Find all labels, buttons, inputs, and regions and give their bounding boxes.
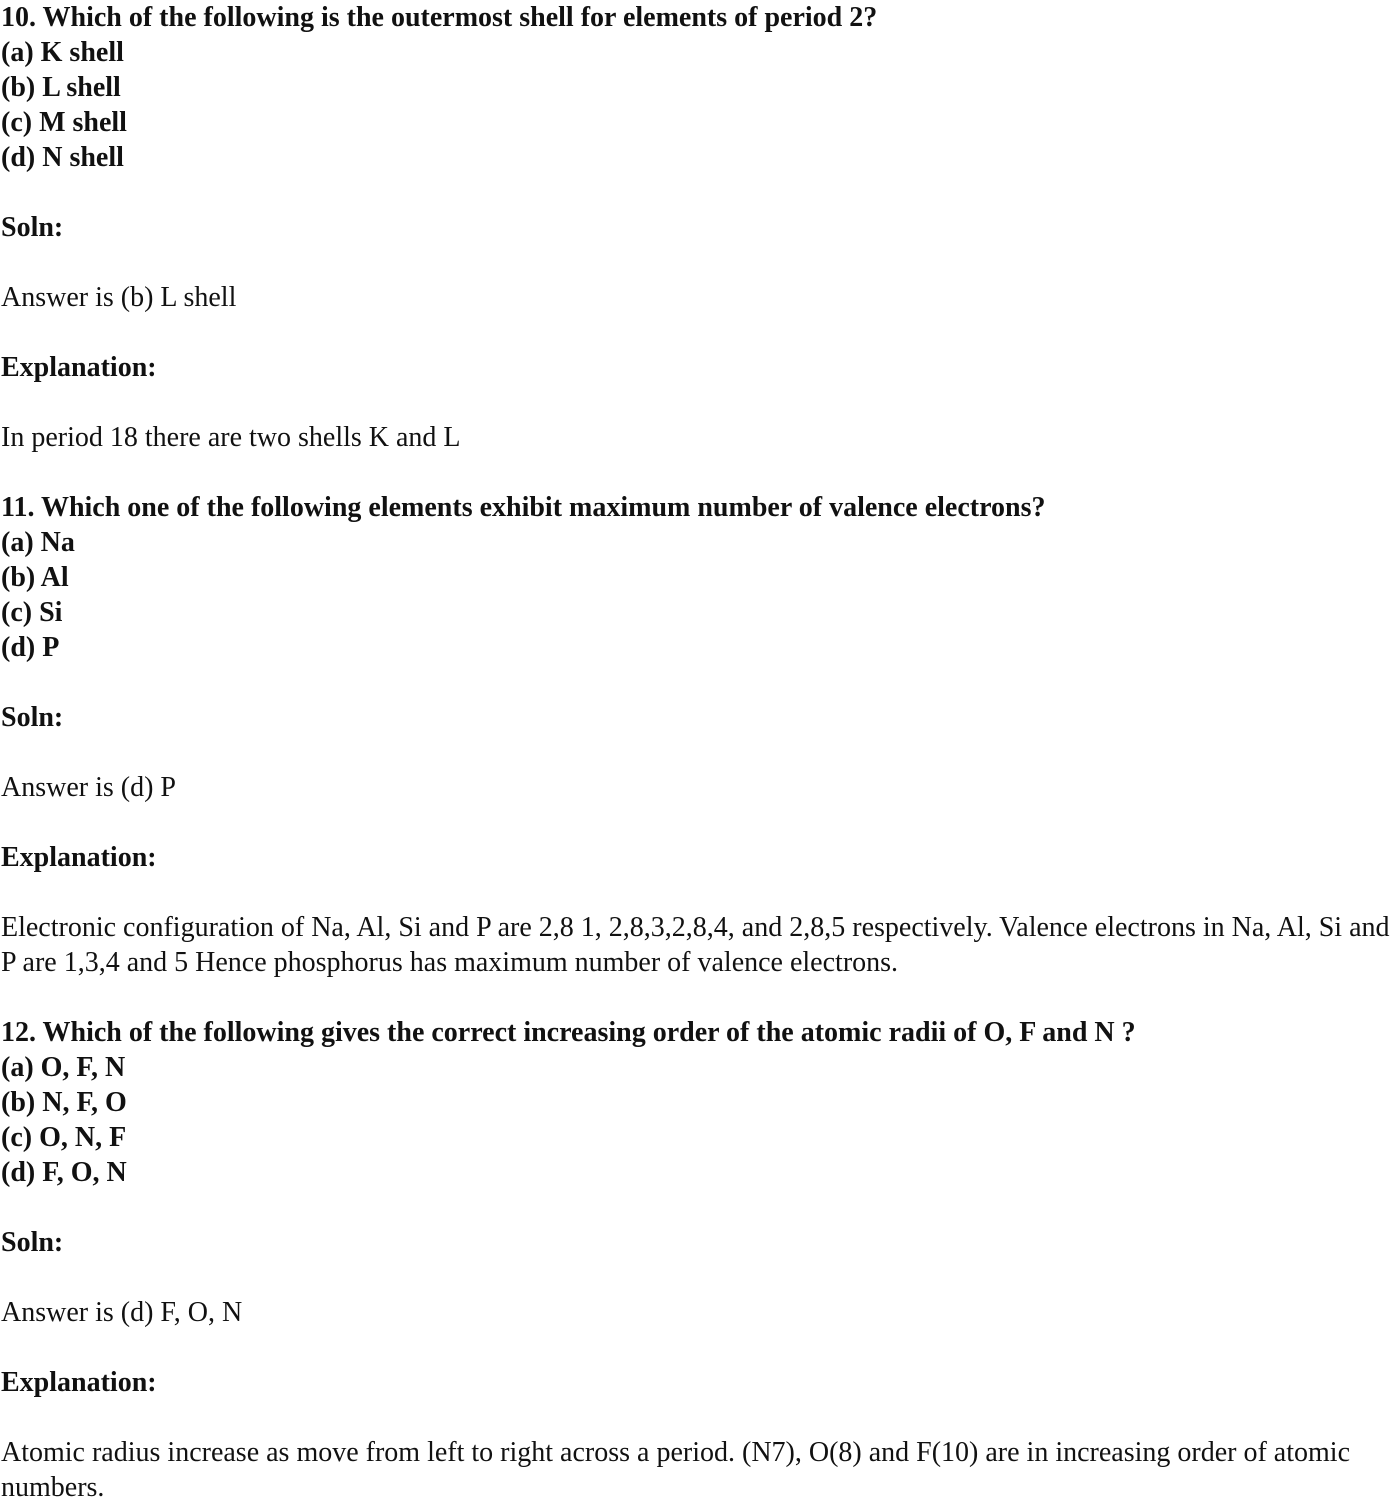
option-c: (c) Si [1,597,63,628]
option-a: (a) K shell [1,37,124,68]
answer-text: Answer is (b) L shell [1,282,237,313]
question-10 [1,0,1393,490]
explanation-text: Electronic configuration of Na, Al, Si and P are 2,8 1, 2,8,3,2,8,4, and 2,8,5 respectively. Valence electrons in Na, Al, Si and P are 1,3,4 and 5 Hence phosphorus has maximum number of valence electrons. [1,912,1390,978]
soln-label: Soln: [1,1227,64,1258]
spacer [1,980,1393,1015]
spacer [1,875,1393,910]
option-b: (b) Al [1,562,69,593]
soln-label: Soln: [1,212,64,243]
options-list [1,1050,1393,1190]
spacer [1,455,1393,490]
explanation-label: Explanation: [1,842,157,873]
spacer [1,665,1393,700]
spacer [1,315,1393,350]
question-title: 10. Which of the following is the outermost shell for elements of period 2? [1,2,878,33]
option-c: (c) O, N, F [1,1122,127,1153]
options-list [1,525,1393,665]
soln-label: Soln: [1,702,64,733]
question-title: 12. Which of the following gives the correct increasing order of the atomic radii of O, F and N ? [1,1017,1136,1048]
spacer [1,385,1393,420]
option-a: (a) Na [1,527,75,558]
answer-text: Answer is (d) P [1,772,176,803]
explanation-label: Explanation: [1,1367,157,1398]
spacer [1,1190,1393,1225]
option-c: (c) M shell [1,107,127,138]
explanation-label: Explanation: [1,352,157,383]
option-d: (d) P [1,632,60,663]
option-d: (d) F, O, N [1,1157,127,1188]
answer-text: Answer is (d) F, O, N [1,1297,243,1328]
question-title: 11. Which one of the following elements exhibit maximum number of valence electrons? [1,492,1046,523]
spacer [1,245,1393,280]
spacer [1,735,1393,770]
explanation-text: Atomic radius increase as move from left to right across a period. (N7), O(8) and F(10) are in increasing order of atomic numbers. [1,1437,1350,1503]
question-12 [1,1015,1393,1505]
option-d: (d) N shell [1,142,124,173]
options-list [1,35,1393,175]
spacer [1,1400,1393,1435]
spacer [1,1260,1393,1295]
explanation-text: In period 18 there are two shells K and L [1,422,461,453]
spacer [1,175,1393,210]
spacer [1,1330,1393,1365]
option-b: (b) L shell [1,72,121,103]
question-11 [1,490,1393,1015]
spacer [1,805,1393,840]
option-b: (b) N, F, O [1,1087,127,1118]
option-a: (a) O, F, N [1,1052,126,1083]
